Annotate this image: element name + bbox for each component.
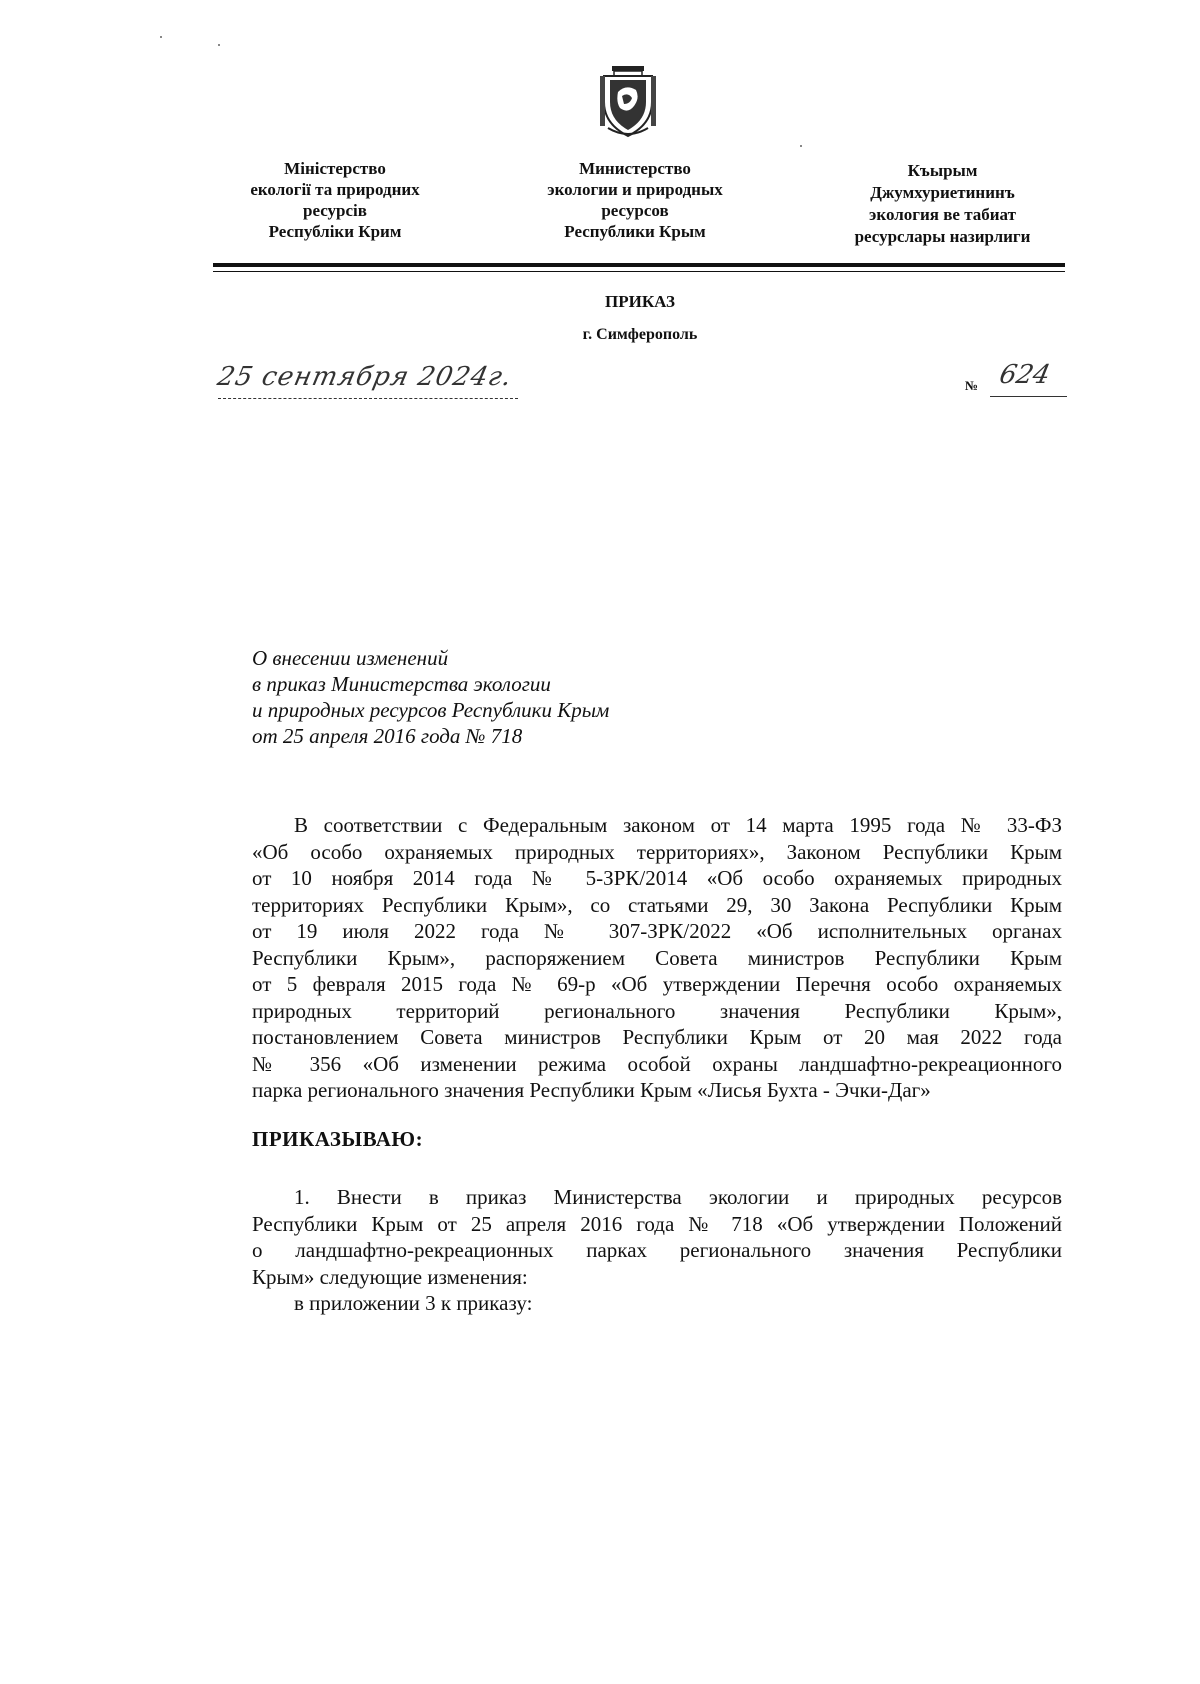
preamble-line: В соответствии с Федеральным законом от 14 марта 1995 года № 33-ФЗ <box>294 813 1062 837</box>
order-item-1 <box>252 1184 1062 1317</box>
orders-heading: ПРИКАЗЫВАЮ: <box>252 1127 424 1151</box>
preamble-line: территориях Республики Крым», со статьями 29, 30 Закона Республики Крым <box>252 892 1062 917</box>
preamble-paragraph <box>252 812 1062 1104</box>
item-line: о ландшафтно-рекреационных парках регионального значения Республики <box>252 1238 1062 1262</box>
header-ru-line: Министерство <box>579 159 691 178</box>
header-crh-line: Джумхуриетининъ <box>870 183 1015 202</box>
scan-speck <box>160 36 162 38</box>
header-ru-line: ресурсов <box>601 201 669 220</box>
header-russian <box>505 158 765 242</box>
preamble-line: «Об особо охраняемых природных территориях», Законом Республики Крым <box>252 839 1062 864</box>
preamble-line: от 10 ноября 2014 года № 5-ЗРК/2014 «Об особо охраняемых природных <box>252 866 1062 890</box>
order-title: ПРИКАЗ <box>605 292 675 311</box>
date-underline <box>218 398 518 399</box>
header-crimean-tatar <box>815 160 1070 248</box>
subject-line: от 25 апреля 2016 года № 718 <box>252 724 523 748</box>
item-line: 1. Внести в приказ Министерства экологии и природных ресурсов <box>294 1185 1062 1209</box>
coat-of-arms-emblem <box>598 62 658 142</box>
item-line: в приложении 3 к приказу: <box>294 1291 533 1315</box>
order-city: г. Симферополь <box>582 326 698 343</box>
header-ukrainian <box>205 158 465 242</box>
item-line: Республики Крым от 25 апреля 2016 года № 718 «Об утверждении Положений <box>252 1211 1062 1236</box>
header-crh-line: экология ве табиат <box>869 205 1016 224</box>
order-subject <box>252 645 609 749</box>
preamble-line: от 5 февраля 2015 года № 69-р «Об утверждении Перечня особо охраняемых <box>252 972 1062 996</box>
order-number-label: № <box>965 378 979 393</box>
header-ua-line: Республіки Крим <box>268 222 402 241</box>
handwritten-date: 25 сентября 2024г. <box>214 362 516 392</box>
preamble-line: Республики Крым», распоряжением Совета министров Республики Крым <box>252 945 1062 970</box>
header-ua-line: ресурсів <box>303 201 367 220</box>
preamble-line: постановлением Совета министров Республики Крым от 20 мая 2022 года <box>252 1025 1062 1049</box>
preamble-line: № 356 «Об изменении режима особой охраны ландшафтно-рекреационного <box>252 1051 1062 1076</box>
header-divider-thick <box>213 263 1065 267</box>
header-divider-thin <box>213 271 1065 272</box>
number-underline <box>990 396 1067 397</box>
header-ua-line: Міністерство <box>284 159 386 178</box>
subject-line: О внесении изменений <box>252 646 449 670</box>
header-ua-line: екології та природних <box>250 180 420 199</box>
scan-speck <box>800 145 802 147</box>
preamble-line: природных территорий регионального значения Республики Крым», <box>252 998 1062 1023</box>
preamble-line: от 19 июля 2022 года № 307-ЗРК/2022 «Об исполнительных органах <box>252 919 1062 943</box>
subject-line: и природных ресурсов Республики Крым <box>252 698 610 722</box>
header-crh-line: ресурслары назирлиги <box>854 227 1031 246</box>
scan-speck <box>218 44 220 46</box>
preamble-line: парка регионального значения Республики Крым «Лисья Бухта - Эчки-Даг» <box>252 1078 931 1102</box>
item-line: Крым» следующие изменения: <box>252 1264 528 1289</box>
handwritten-order-number: 624 <box>996 360 1053 390</box>
header-crh-line: Къырым <box>907 161 978 180</box>
header-ru-line: Республики Крым <box>564 222 706 241</box>
header-ru-line: экологии и природных <box>547 180 723 199</box>
subject-line: в приказ Министерства экологии <box>252 672 551 696</box>
